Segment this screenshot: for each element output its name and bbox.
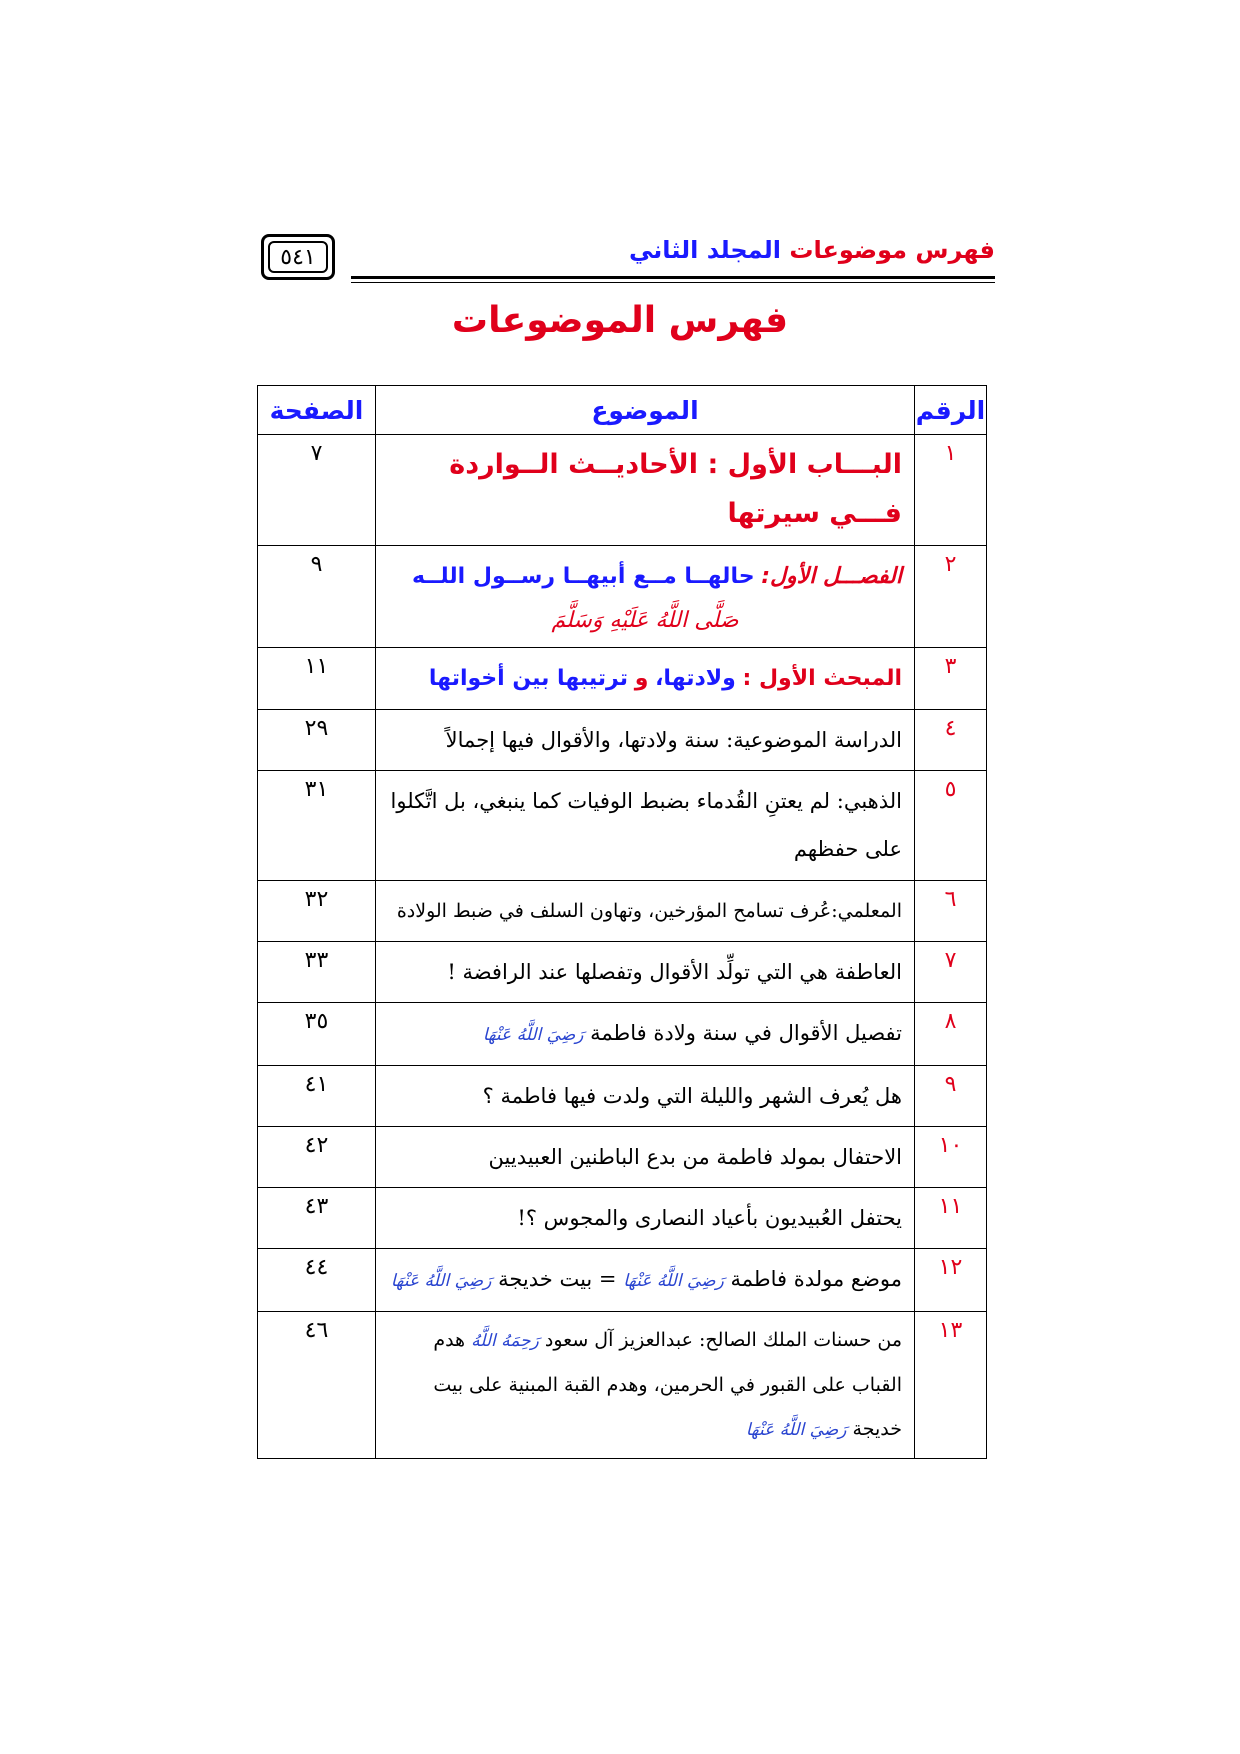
row-number: ٧ <box>915 942 987 1003</box>
row-number: ١٣ <box>915 1312 987 1459</box>
row-page: ٩ <box>258 546 376 648</box>
header-page: الصفحة <box>258 386 376 435</box>
row-topic <box>376 1003 915 1066</box>
row-topic <box>376 546 915 648</box>
page-number: ٥٤١ <box>268 241 328 273</box>
table-row <box>258 1127 987 1188</box>
page-header <box>255 228 995 286</box>
row-topic: الذهبي: لم يعتنِ القُدماء بضبط الوفيات كما ينبغي، بل اتَّكلوا على حفظهم <box>376 771 915 881</box>
running-title <box>629 236 995 264</box>
running-title-part1: فهرس موضوعات <box>789 236 995 264</box>
row-topic: يحتفل العُبيديون بأعياد النصارى والمجوس ؟! <box>376 1188 915 1249</box>
honorific-b: رَضِيَ اللَّهُ عَنْهَا <box>390 1271 492 1291</box>
row-topic <box>376 648 915 710</box>
table-row <box>258 1003 987 1066</box>
row-number: ١٢ <box>915 1249 987 1312</box>
row-topic <box>376 1249 915 1312</box>
table-row <box>258 648 987 710</box>
topic-text-a: من حسنات الملك الصالح: عبدالعزيز آل سعود <box>544 1329 902 1351</box>
table-row <box>258 435 987 546</box>
row-topic <box>376 1312 915 1459</box>
row-page: ٧ <box>258 435 376 546</box>
topic-text-a: موضع مولدة فاطمة <box>730 1267 902 1291</box>
topic-text: البـــاب الأول : الأحاديــث الــواردة فـــي سيرتها <box>449 449 902 529</box>
row-number: ٦ <box>915 881 987 942</box>
honorific: صَلَّى اللَّهُ عَلَيْهِ وَسَلَّمَ <box>551 608 739 633</box>
topic-text-c: و <box>634 666 649 691</box>
table-row <box>258 771 987 881</box>
row-topic: المعلمي:عُرف تسامح المؤرخين، وتهاون السلف في ضبط الولادة <box>376 881 915 942</box>
header-rule-thick <box>351 276 995 279</box>
row-number: ١٠ <box>915 1127 987 1188</box>
row-page: ٤٦ <box>258 1312 376 1459</box>
row-page: ٤١ <box>258 1066 376 1127</box>
row-number: ١ <box>915 435 987 546</box>
table-row <box>258 546 987 648</box>
row-topic: هل يُعرف الشهر والليلة التي ولدت فيها فاطمة ؟ <box>376 1066 915 1127</box>
row-number: ٢ <box>915 546 987 648</box>
honorific-b: رَضِيَ اللَّهُ عَنْهَا <box>745 1420 847 1440</box>
table-row <box>258 942 987 1003</box>
running-title-part2: المجلد الثاني <box>629 236 781 264</box>
row-page: ٢٩ <box>258 710 376 771</box>
row-number: ٨ <box>915 1003 987 1066</box>
topic-text-b: ولادتها، <box>655 666 736 691</box>
table-row <box>258 1066 987 1127</box>
row-page: ٣٢ <box>258 881 376 942</box>
table-row <box>258 881 987 942</box>
toc-header-row <box>258 386 987 435</box>
row-number: ٤ <box>915 710 987 771</box>
honorific: رَضِيَ اللَّهُ عَنْهَا <box>482 1025 584 1045</box>
row-number: ٣ <box>915 648 987 710</box>
row-topic: الاحتفال بمولد فاطمة من بدع الباطنين العبيديين <box>376 1127 915 1188</box>
row-page: ١١ <box>258 648 376 710</box>
row-topic <box>376 435 915 546</box>
page-number-frame <box>261 234 335 280</box>
row-page: ٣١ <box>258 771 376 881</box>
row-page: ٤٣ <box>258 1188 376 1249</box>
table-row <box>258 1312 987 1459</box>
row-topic: العاطفة هي التي تولِّد الأقوال وتفصلها عند الرافضة ! <box>376 942 915 1003</box>
topic-text-d: ترتيبها بين أخواتها <box>428 666 629 691</box>
row-page: ٣٥ <box>258 1003 376 1066</box>
topic-text-b: = بيت خديجة <box>498 1267 617 1291</box>
table-row <box>258 1249 987 1312</box>
topic-text-b: هدم القباب على القبور في الحرمين، وهدم القبة المبنية على بيت خديجة <box>433 1329 902 1440</box>
row-page: ٣٣ <box>258 942 376 1003</box>
main-title: فهرس الموضوعات <box>451 300 789 341</box>
topic-text-a: الفصـــل الأول: <box>761 564 902 589</box>
row-number: ٩ <box>915 1066 987 1127</box>
honorific-a: رَحِمَهُ اللَّهُ <box>471 1331 539 1351</box>
topic-text-b: حالهــا مــع أبيهــا رســول اللــه <box>412 564 755 589</box>
honorific-a: رَضِيَ اللَّهُ عَنْهَا <box>623 1271 724 1291</box>
row-page: ٤٢ <box>258 1127 376 1188</box>
toc-table <box>257 385 987 1459</box>
row-page: ٤٤ <box>258 1249 376 1312</box>
header-number: الرقم <box>915 386 987 435</box>
row-number: ١١ <box>915 1188 987 1249</box>
header-topic: الموضوع <box>376 386 915 435</box>
table-row <box>258 1188 987 1249</box>
row-number: ٥ <box>915 771 987 881</box>
topic-text: تفصيل الأقوال في سنة ولادة فاطمة <box>590 1021 902 1045</box>
row-topic: الدراسة الموضوعية: سنة ولادتها، والأقوال فيها إجمالاً <box>376 710 915 771</box>
table-row <box>258 710 987 771</box>
topic-text-a: المبحث الأول : <box>742 666 902 691</box>
header-rule-thin <box>351 282 995 283</box>
